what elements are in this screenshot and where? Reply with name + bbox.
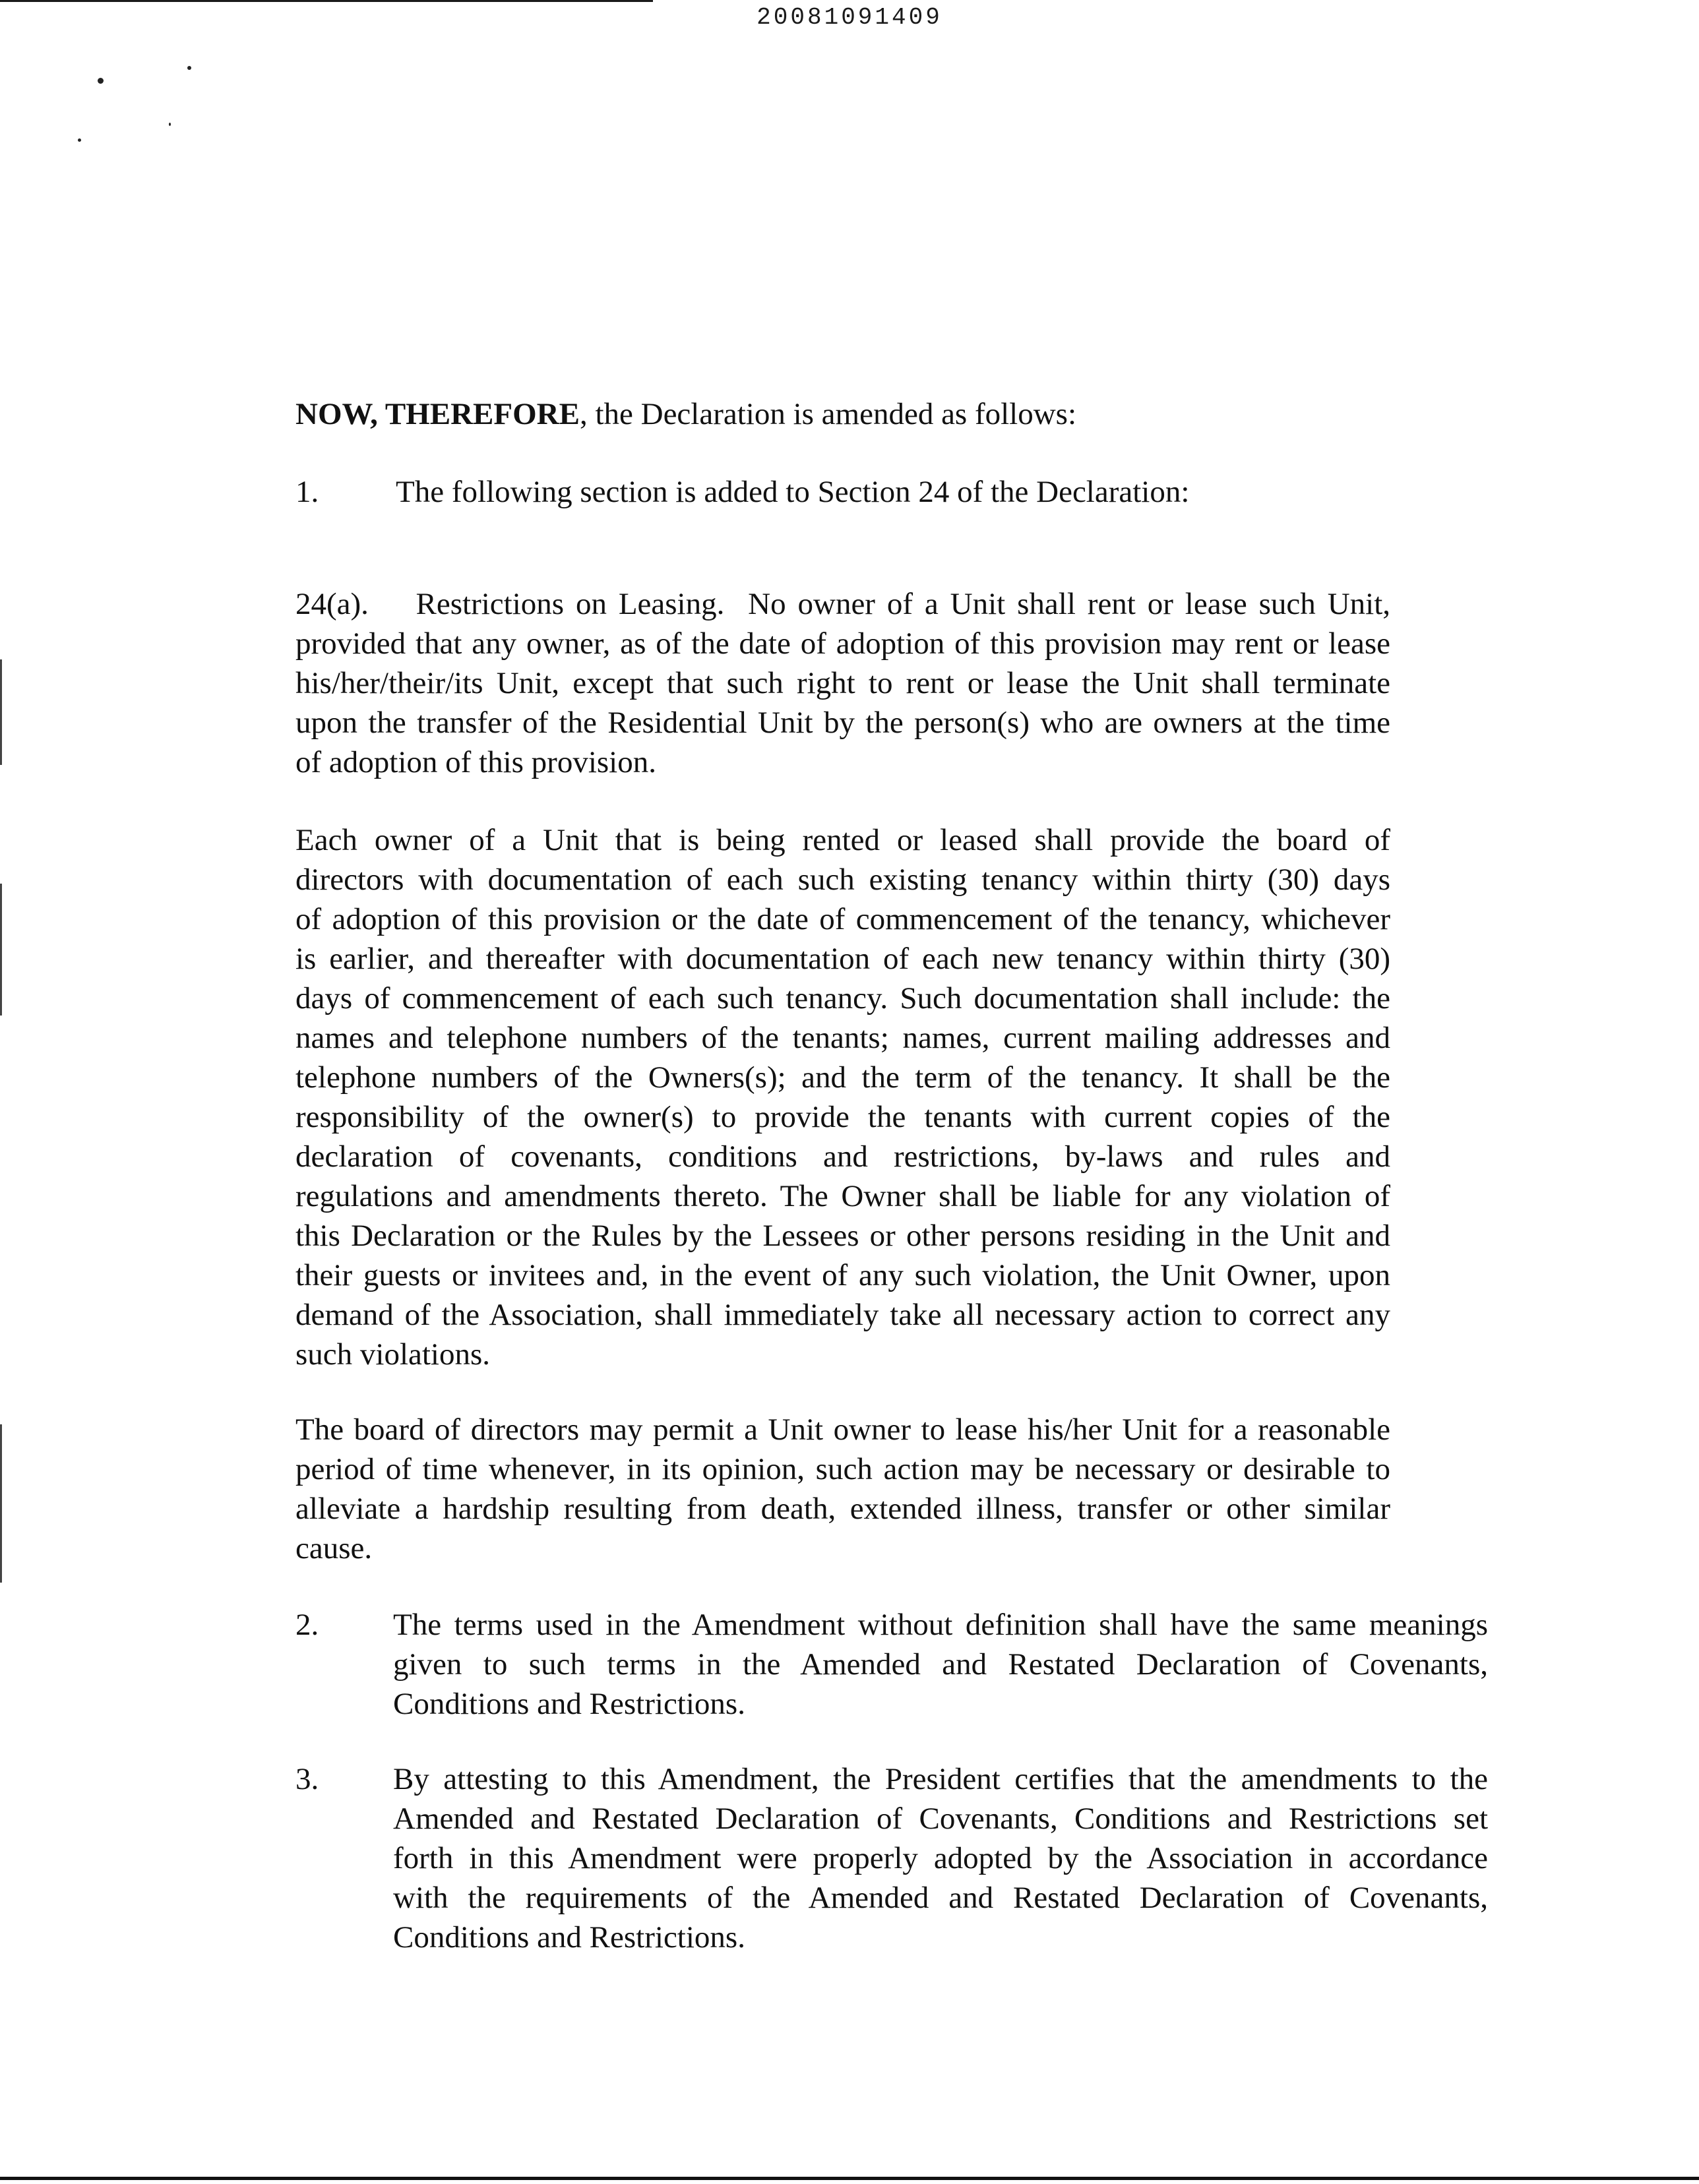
scan-bottom-border — [0, 2177, 1699, 2180]
section-number: 3. — [295, 1762, 319, 1796]
paragraph-line: Each owner of a Unit that is being rented or leased shall provide the board of — [295, 823, 1390, 857]
scan-speck — [98, 78, 104, 84]
paragraph-24a — [295, 584, 1390, 782]
paragraph-line: upon the transfer of the Residential Unit by the person(s) who are owners at the time — [295, 706, 1390, 740]
document-number: 20081091409 — [757, 4, 942, 31]
section-text: The following section is added to Section 24 of the Declaration: — [396, 475, 1190, 509]
paragraph-line: alleviate a hardship resulting from death, extended illness, transfer or other similar — [295, 1492, 1390, 1526]
paragraph-line: their guests or invitees and, in the event of any such violation, the Unit Owner, upon — [295, 1258, 1390, 1292]
paragraph-line: of adoption of this provision or the date of commencement of the tenancy, whichever — [295, 902, 1390, 936]
section-line: with the requirements of the Amended and Restated Declaration of Covenants, — [393, 1881, 1488, 1915]
paragraph-line: responsibility of the owner(s) to provide the tenants with current copies of the — [295, 1100, 1390, 1134]
paragraph-line: The board of directors may permit a Unit owner to lease his/her Unit for a reasonable — [295, 1412, 1390, 1447]
paragraph-line: such violations. — [295, 1337, 491, 1372]
section-line: By attesting to this Amendment, the President certifies that the amendments to the — [393, 1762, 1488, 1796]
paragraph-line: cause. — [295, 1531, 373, 1565]
paragraph-owner-documentation — [295, 820, 1390, 1374]
section-body — [393, 1759, 1488, 1957]
scan-speck — [187, 66, 191, 70]
section-number: 1. — [295, 475, 319, 509]
paragraph-line: is earlier, and thereafter with documentation of each new tenancy within thirty (30) — [295, 942, 1390, 976]
intro-bold: NOW, THEREFORE — [295, 397, 580, 431]
paragraph-line: days of commencement of each such tenancy. Such documentation shall include: the — [295, 981, 1390, 1016]
section-line: Conditions and Restrictions. — [393, 1920, 745, 1955]
paragraph-line: names and telephone numbers of the tenants; names, current mailing addresses and — [295, 1021, 1390, 1055]
paragraph-line: regulations and amendments thereto. The Owner shall be liable for any violation of — [295, 1179, 1390, 1213]
scan-edge-line — [0, 0, 653, 2]
paragraph-line: this Declaration or the Rules by the Lessees or other persons residing in the Unit and — [295, 1219, 1390, 1253]
scan-speck — [78, 138, 81, 142]
scan-speck — [169, 123, 171, 126]
paragraph-line: his/her/their/its Unit, except that such right to rent or lease the Unit shall terminate — [295, 666, 1390, 700]
paragraph-line: demand of the Association, shall immediately take all necessary action to correct any — [295, 1298, 1390, 1332]
section-line: given to such terms in the Amended and Restated Declaration of Covenants, — [393, 1647, 1488, 1682]
section-line: The terms used in the Amendment without definition shall have the same meanings — [393, 1608, 1488, 1642]
section-line: Conditions and Restrictions. — [393, 1687, 745, 1721]
paragraph-line: directors with documentation of each such existing tenancy within thirty (30) days — [295, 863, 1390, 897]
intro-line — [295, 394, 1076, 434]
paragraph-line: of adoption of this provision. — [295, 745, 656, 779]
paragraph-line: telephone numbers of the Owners(s); and the term of the tenancy. It shall be the — [295, 1060, 1390, 1095]
section-line: Amended and Restated Declaration of Covenants, Conditions and Restrictions set — [393, 1802, 1488, 1836]
section-number: 2. — [295, 1608, 319, 1642]
intro-rest: , the Declaration is amended as follows: — [579, 397, 1077, 431]
paragraph-board-permission — [295, 1410, 1390, 1568]
paragraph-line: 24(a). Restrictions on Leasing. No owner of a Unit shall rent or lease such Unit, — [295, 587, 1390, 621]
section-body — [393, 1605, 1488, 1724]
scan-left-edge-mark — [0, 884, 2, 1016]
scan-left-edge-mark — [0, 1424, 2, 1583]
section-line: forth in this Amendment were properly adopted by the Association in accordance — [393, 1841, 1488, 1875]
paragraph-line: period of time whenever, in its opinion, such action may be necessary or desirable to — [295, 1452, 1390, 1486]
paragraph-line: provided that any owner, as of the date of adoption of this provision may rent or lease — [295, 626, 1390, 661]
paragraph-line: declaration of covenants, conditions and restrictions, by-laws and rules and — [295, 1139, 1390, 1174]
scan-left-edge-mark — [0, 659, 2, 765]
